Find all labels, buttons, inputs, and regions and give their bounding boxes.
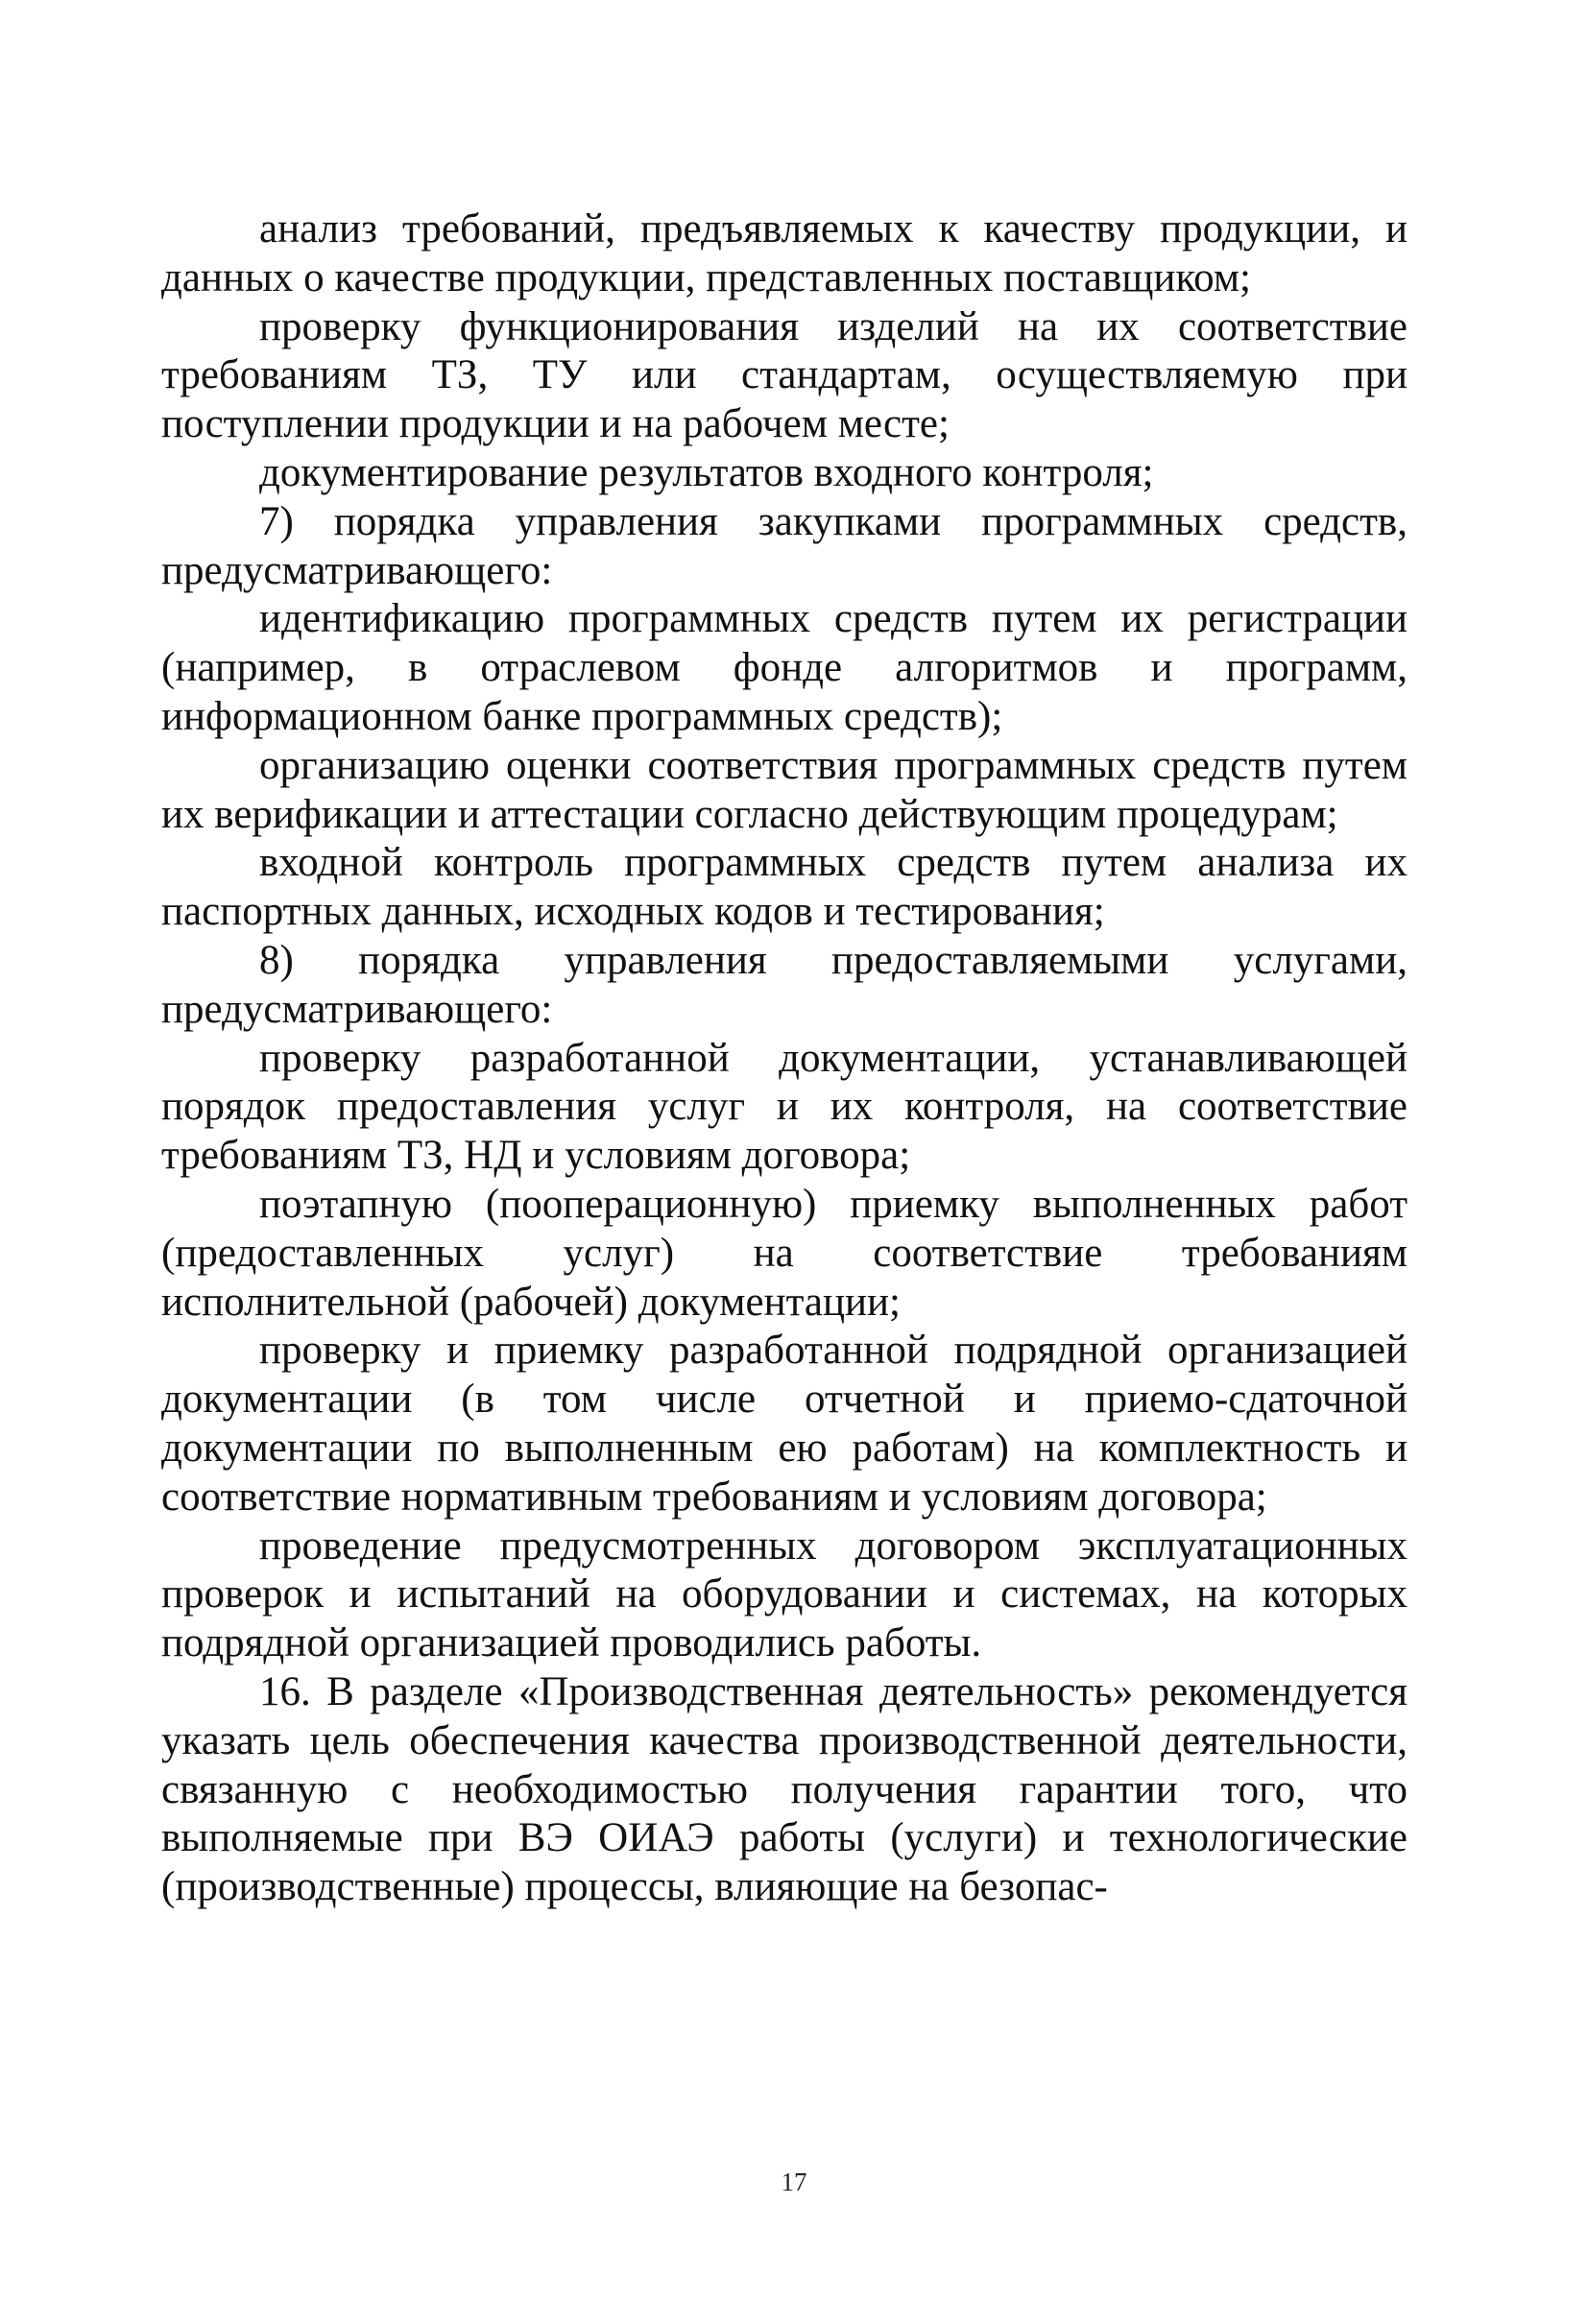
paragraph-function-check: проверку функционирования изделий на их соответствие требованиям ТЗ, ТУ или стандартам, осуществляемую при поступлении продукции и на рабочем месте; [161,303,1408,447]
document-body [161,205,1408,1912]
paragraph-software-input-control: входной контроль программных средств путем анализа их паспортных данных, исходных кодов и тестирования; [161,840,1408,935]
paragraph-contractor-documentation: проверку и приемку разработанной подрядной организацией документации (в том числе отчетной и приемо-сдаточной документации по выполненным ею работам) на комплектность и соответствие нормативным требованиям и условиям договора; [161,1328,1408,1520]
paragraph-stage-acceptance: поэтапную (пооперационную) приемку выполненных работ (предоставленных услуг) на соответствие требованиям исполнительной (рабочей) документации; [161,1181,1408,1325]
paragraph-item-7-software-procurement: 7) порядка управления закупками программных средств, предусматривающего: [161,498,1408,593]
paragraph-section-16-production: 16. В разделе «Производственная деятельность» рекомендуется указать цель обеспечения качества производственной деятельности, связанную с необходимостью получения гарантии того, что выполняемые при ВЭ ОИАЭ работы (услуги) и технологические (производственные) процессы, влияющие на безопас- [161,1668,1408,1910]
paragraph-input-control-documentation: документирование результатов входного контроля; [259,449,1154,495]
paragraph-software-conformity-assessment: организацию оценки соответствия программных средств путем их верификации и аттестации согласно действующим процедурам; [161,742,1408,837]
paragraph-software-identification: идентификацию программных средств путем их регистрации (например, в отраслевом фонде алгоритмов и программ, информационном банке программных средств); [161,596,1408,739]
paragraph-operational-tests: проведение предусмотренных договором эксплуатационных проверок и испытаний на оборудовании и системах, на которых подрядной организацией проводились работы. [161,1522,1408,1666]
page-number: 17 [781,2168,807,2196]
paragraph-documentation-check: проверку разработанной документации, устанавливающей порядок предоставления услуг и их контроля, на соответствие требованиям ТЗ, НД и условиям договора; [161,1035,1408,1179]
paragraph-item-8-services: 8) порядка управления предоставляемыми услугами, предусматривающего: [161,937,1408,1032]
paragraph-input-analysis: анализ требований, предъявляемых к качеству продукции, и данных о качестве продукции, представленных поставщиком; [161,206,1408,300]
